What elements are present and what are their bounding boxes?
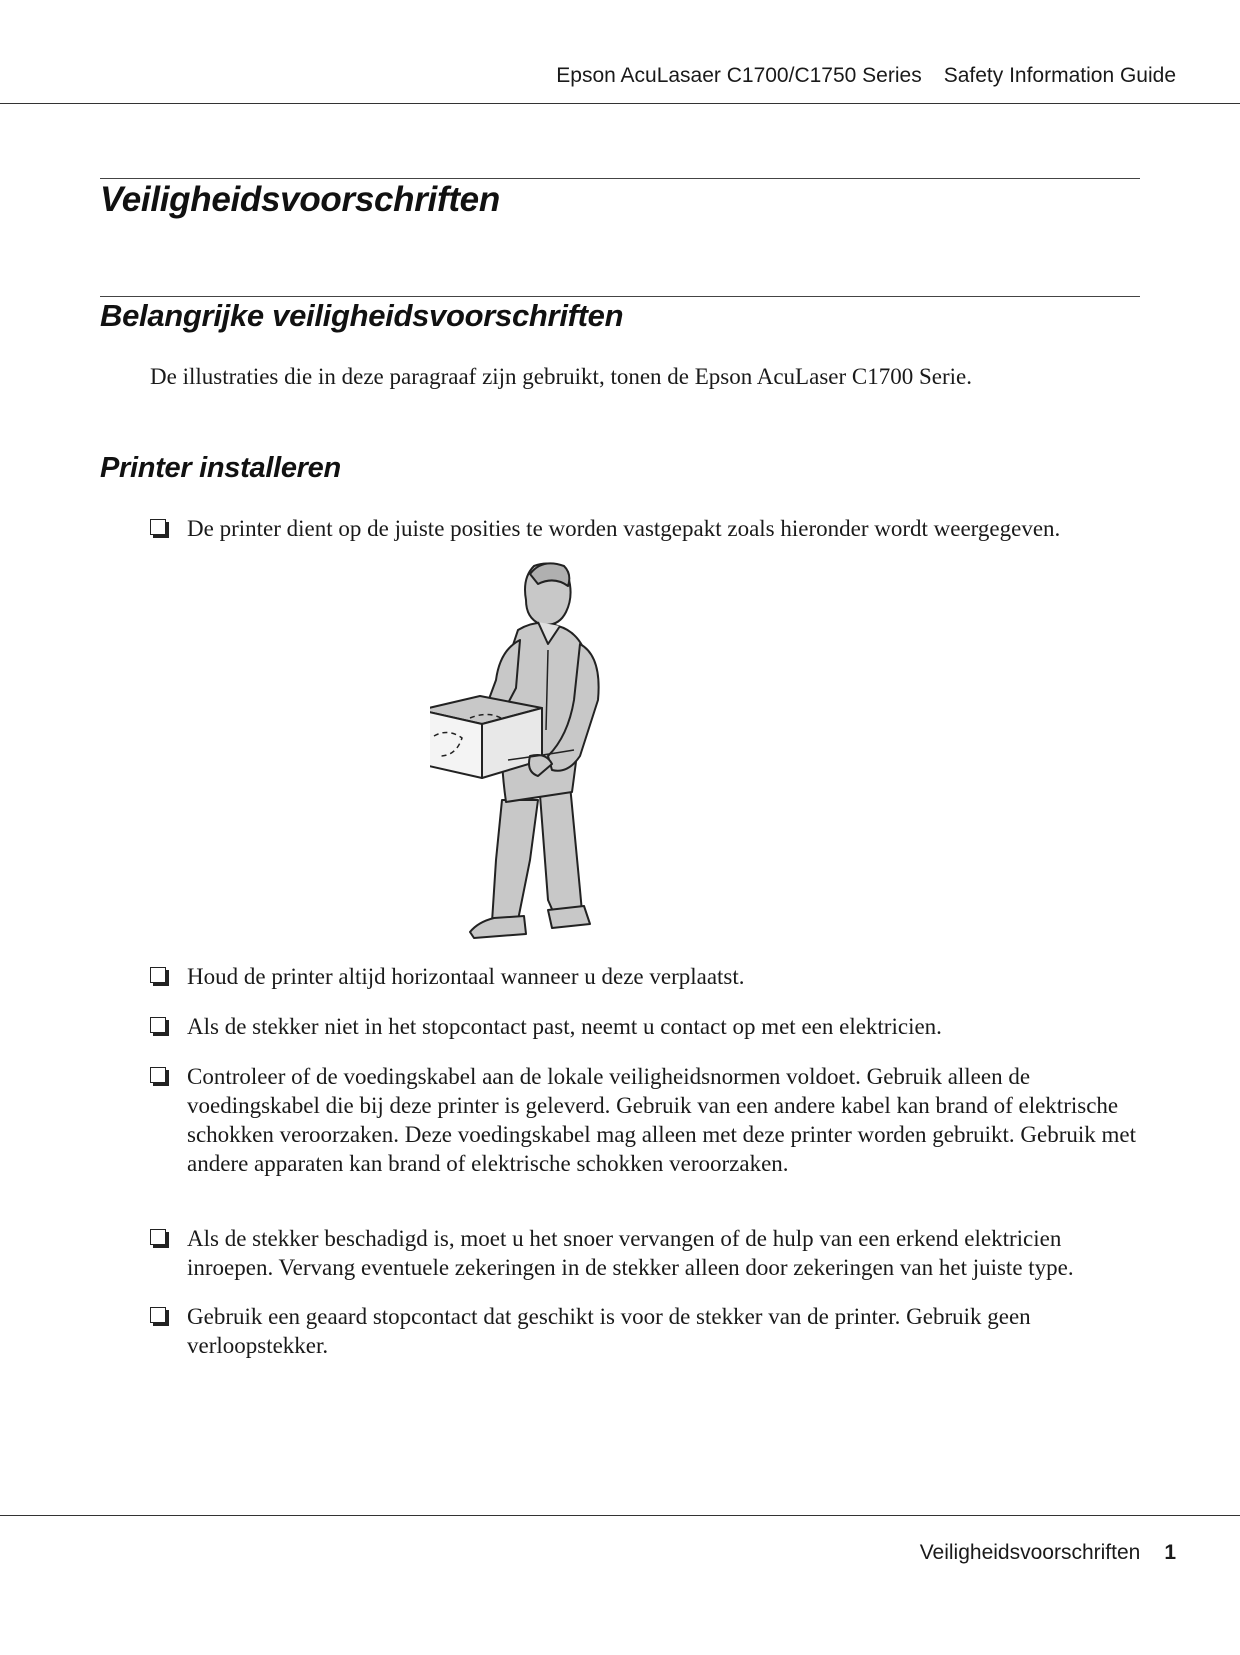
header-divider bbox=[0, 103, 1240, 104]
page-number: 1 bbox=[1164, 1541, 1176, 1564]
section-heading: Belangrijke veiligheidsvoorschriften bbox=[100, 298, 624, 333]
list-item-text: Gebruik een geaard stopcontact dat geschikt is voor de stekker van de printer. Gebruik geen verloopstekker. bbox=[187, 1304, 1031, 1358]
back-shoe bbox=[548, 906, 590, 928]
list-item bbox=[150, 962, 1150, 991]
list-item bbox=[150, 1224, 1150, 1282]
list-item-text: Als de stekker beschadigd is, moet u het snoer vervangen of de hulp van een erkend elektricien inroepen. Vervang eventuele zekeringen in de stekker alleen door zekeringen van het juiste type. bbox=[187, 1226, 1074, 1280]
checkbox-bullet-icon bbox=[150, 1229, 166, 1245]
back-leg bbox=[540, 785, 582, 916]
list-item-text: Houd de printer altijd horizontaal wanneer u deze verplaatst. bbox=[187, 964, 745, 989]
list-item-text: Als de stekker niet in het stopcontact past, neemt u contact op met een elektricien. bbox=[187, 1014, 942, 1039]
person-carrying-printer-illustration bbox=[430, 560, 650, 950]
section-intro: De illustraties die in deze paragraaf zijn gebruikt, tonen de Epson AcuLaser C1700 Serie. bbox=[150, 364, 972, 389]
running-footer bbox=[920, 1541, 1176, 1565]
front-leg bbox=[492, 800, 538, 922]
checkbox-bullet-icon bbox=[150, 967, 166, 983]
title-rule bbox=[100, 178, 1140, 179]
list-item bbox=[150, 1062, 1150, 1178]
subsection-heading: Printer installeren bbox=[100, 452, 341, 484]
footer-section-title: Veiligheidsvoorschriften bbox=[919, 1541, 1141, 1564]
list-item-text: De printer dient op de juiste posities te worden vastgepakt zoals hieronder wordt weergegeven. bbox=[187, 516, 1061, 541]
header-guide-title: Safety Information Guide bbox=[943, 64, 1176, 87]
list-item bbox=[150, 1012, 1150, 1041]
running-header bbox=[556, 64, 1176, 88]
list-item bbox=[150, 1302, 1150, 1360]
header-product: Epson AcuLasaer C1700/C1750 Series bbox=[556, 64, 922, 87]
footer-divider bbox=[0, 1515, 1240, 1516]
page-title: Veiligheidsvoorschriften bbox=[100, 180, 500, 219]
section-rule bbox=[100, 296, 1140, 297]
checkbox-bullet-icon bbox=[150, 1017, 166, 1033]
list-item bbox=[150, 514, 1150, 543]
checkbox-bullet-icon bbox=[150, 1067, 166, 1083]
front-shoe bbox=[470, 916, 526, 938]
list-item-text: Controleer of de voedingskabel aan de lokale veiligheidsnormen voldoet. Gebruik alleen de voedingskabel die bij deze printer is geleverd. Gebruik van een andere kabel kan brand of elektrische schokken veroorzaken. Deze voedingskabel mag alleen met deze printer worden gebruikt. Gebruik met andere apparaten kan brand of elektrische schokken veroorzaken. bbox=[187, 1064, 1137, 1176]
checkbox-bullet-icon bbox=[150, 519, 166, 535]
checkbox-bullet-icon bbox=[150, 1307, 166, 1323]
